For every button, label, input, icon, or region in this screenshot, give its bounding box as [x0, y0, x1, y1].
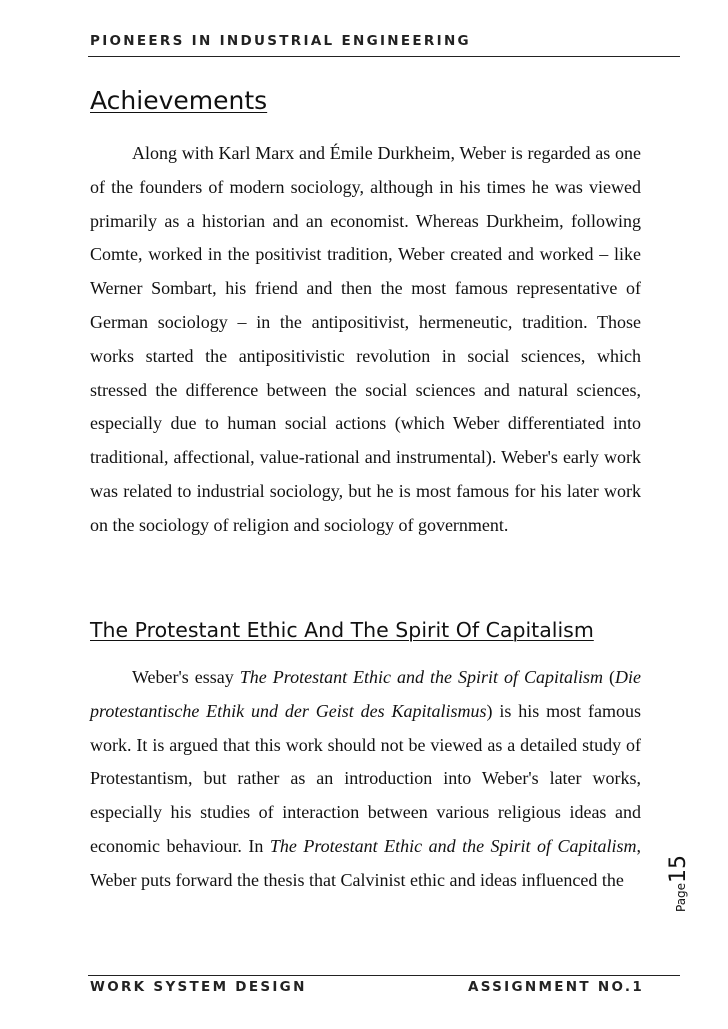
paragraph-text: Weber's essay — [132, 667, 240, 687]
german-title-italic: Die protestantische Ethik und der Geist des Kapitalismus — [90, 667, 642, 721]
header-divider — [88, 56, 680, 57]
section-heading-achievements: Achievements — [90, 86, 268, 115]
footer-right-text: ASSIGNMENT NO.1 — [468, 979, 645, 995]
paragraph-text: ( — [603, 667, 616, 687]
section-heading-protestant-ethic: The Protestant Ethic And The Spirit Of Capitalism — [90, 618, 594, 642]
book-title-italic: The Protestant Ethic and the Spirit of Capitalism — [239, 667, 604, 687]
protestant-ethic-paragraph — [90, 661, 641, 898]
document-header: PIONEERS IN INDUSTRIAL ENGINEERING — [90, 33, 471, 49]
page-number — [666, 852, 706, 912]
book-title-italic: The Protestant Ethic and the Spirit of Capitalism — [269, 835, 637, 856]
footer-left-text: WORK SYSTEM DESIGN — [90, 979, 307, 995]
achievements-text: Along with Karl Marx and Émile Durkheim, Weber is regarded as one of the founders of modern sociology, although in his times he was viewed primarily as a historian and an economist. Whereas Durkheim, following Comte, worked in the positivist tradition, Weber created and worked – like Werner Sombart, his friend and then the most famous representative of German sociology – in the antipositivist, hermeneutic, tradition. Those works started the antipositivistic revolution in social sciences, which stressed the difference between the social sciences and natural sciences, especially due to human social actions (which Weber differentiated into traditional, affectional, value-rational and instrumental). Weber's early work was related to industrial sociology, but he is most famous for his later work on the sociology of religion and sociology of government. — [90, 143, 641, 535]
page-number-value: 15 — [666, 854, 691, 883]
paragraph-text: , Weber puts forward the thesis that Calvinist ethic and ideas influenced the — [90, 835, 642, 890]
achievements-paragraph — [90, 137, 641, 543]
page-label: Page — [674, 882, 688, 912]
footer-divider — [88, 975, 680, 976]
paragraph-text: ) is his most famous work. It is argued that this work should not be viewed as a detailed study of Protestantism, but rather as an introduction into Weber's later works, especially his studies of interaction between various religious ideas and economic behaviour. In — [90, 700, 641, 856]
